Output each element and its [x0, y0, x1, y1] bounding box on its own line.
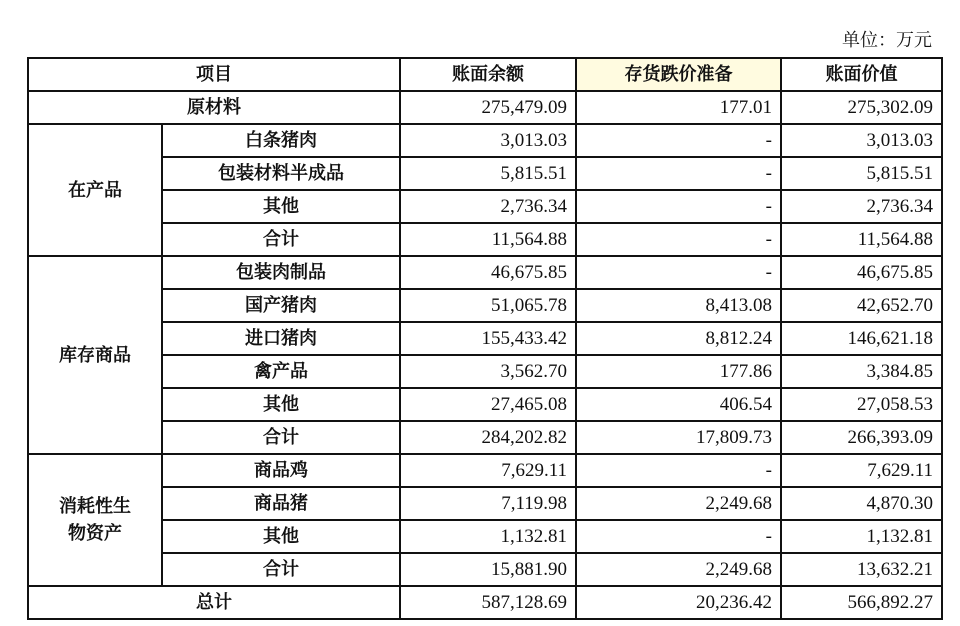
- group-label-line2: 物资产: [68, 523, 122, 544]
- cell-value: 406.54: [576, 388, 781, 421]
- group-label-line1: 消耗性生: [59, 496, 131, 517]
- cell-value: 146,621.18: [781, 322, 942, 355]
- table-row: [28, 223, 942, 256]
- group-label: 在产品: [28, 124, 162, 256]
- cell-value: 3,384.85: [781, 355, 942, 388]
- unit-label: 单位：万元: [842, 30, 932, 51]
- table-row: [28, 91, 942, 124]
- header-row: [28, 58, 942, 91]
- cell-value: 1,132.81: [781, 520, 942, 553]
- row-label: 禽产品: [162, 355, 400, 388]
- cell-value: 8,812.24: [576, 322, 781, 355]
- row-label: 包装肉制品: [162, 256, 400, 289]
- header-book-balance: 账面余额: [400, 58, 576, 91]
- table-row: [28, 553, 942, 586]
- table-row: [28, 388, 942, 421]
- row-label: 国产猪肉: [162, 289, 400, 322]
- cell-value: 177.01: [576, 91, 781, 124]
- header-book-value: 账面价值: [781, 58, 942, 91]
- cell-value: 155,433.42: [400, 322, 576, 355]
- table-row: [28, 124, 942, 157]
- cell-value: 5,815.51: [400, 157, 576, 190]
- cell-value: 275,479.09: [400, 91, 576, 124]
- cell-value: -: [576, 223, 781, 256]
- row-label: 其他: [162, 388, 400, 421]
- cell-value: 42,652.70: [781, 289, 942, 322]
- row-label: 总计: [28, 586, 400, 619]
- table-row: [28, 421, 942, 454]
- cell-value: -: [576, 124, 781, 157]
- table-row: [28, 322, 942, 355]
- cell-value: 8,413.08: [576, 289, 781, 322]
- header-impairment: 存货跌价准备: [576, 58, 781, 91]
- row-label: 商品猪: [162, 487, 400, 520]
- row-label: 合计: [162, 553, 400, 586]
- cell-value: 11,564.88: [400, 223, 576, 256]
- cell-value: 7,629.11: [400, 454, 576, 487]
- cell-value: 27,058.53: [781, 388, 942, 421]
- row-label: 商品鸡: [162, 454, 400, 487]
- cell-value: 2,249.68: [576, 487, 781, 520]
- table-row: [28, 256, 942, 289]
- cell-value: 46,675.85: [400, 256, 576, 289]
- table-row: [28, 487, 942, 520]
- cell-value: -: [576, 190, 781, 223]
- row-label: 其他: [162, 190, 400, 223]
- cell-value: 5,815.51: [781, 157, 942, 190]
- cell-value: 4,870.30: [781, 487, 942, 520]
- cell-value: 20,236.42: [576, 586, 781, 619]
- row-label: 白条猪肉: [162, 124, 400, 157]
- cell-value: -: [576, 157, 781, 190]
- row-label: 其他: [162, 520, 400, 553]
- row-label: 合计: [162, 223, 400, 256]
- cell-value: 27,465.08: [400, 388, 576, 421]
- row-label: 包装材料半成品: [162, 157, 400, 190]
- cell-value: -: [576, 520, 781, 553]
- row-label: 进口猪肉: [162, 322, 400, 355]
- cell-value: 587,128.69: [400, 586, 576, 619]
- total-row: [28, 586, 942, 619]
- cell-value: 2,736.34: [400, 190, 576, 223]
- cell-value: 2,249.68: [576, 553, 781, 586]
- cell-value: 3,013.03: [781, 124, 942, 157]
- cell-value: 566,892.27: [781, 586, 942, 619]
- cell-value: 284,202.82: [400, 421, 576, 454]
- table-row: [28, 190, 942, 223]
- table-row: [28, 520, 942, 553]
- table-row: [28, 454, 942, 487]
- cell-value: 3,013.03: [400, 124, 576, 157]
- inventory-table: [27, 57, 943, 620]
- cell-value: 7,119.98: [400, 487, 576, 520]
- row-label: 原材料: [28, 91, 400, 124]
- cell-value: -: [576, 256, 781, 289]
- group-label: 库存商品: [28, 256, 162, 454]
- cell-value: 51,065.78: [400, 289, 576, 322]
- cell-value: 17,809.73: [576, 421, 781, 454]
- cell-value: 3,562.70: [400, 355, 576, 388]
- cell-value: 266,393.09: [781, 421, 942, 454]
- header-item: 项目: [28, 58, 400, 91]
- cell-value: 275,302.09: [781, 91, 942, 124]
- row-label: 合计: [162, 421, 400, 454]
- cell-value: 15,881.90: [400, 553, 576, 586]
- cell-value: 2,736.34: [781, 190, 942, 223]
- cell-value: 13,632.21: [781, 553, 942, 586]
- table-row: [28, 355, 942, 388]
- cell-value: 11,564.88: [781, 223, 942, 256]
- table-row: [28, 157, 942, 190]
- cell-value: 7,629.11: [781, 454, 942, 487]
- table-row: [28, 289, 942, 322]
- cell-value: -: [576, 454, 781, 487]
- group-label: [28, 454, 162, 586]
- cell-value: 177.86: [576, 355, 781, 388]
- cell-value: 46,675.85: [781, 256, 942, 289]
- cell-value: 1,132.81: [400, 520, 576, 553]
